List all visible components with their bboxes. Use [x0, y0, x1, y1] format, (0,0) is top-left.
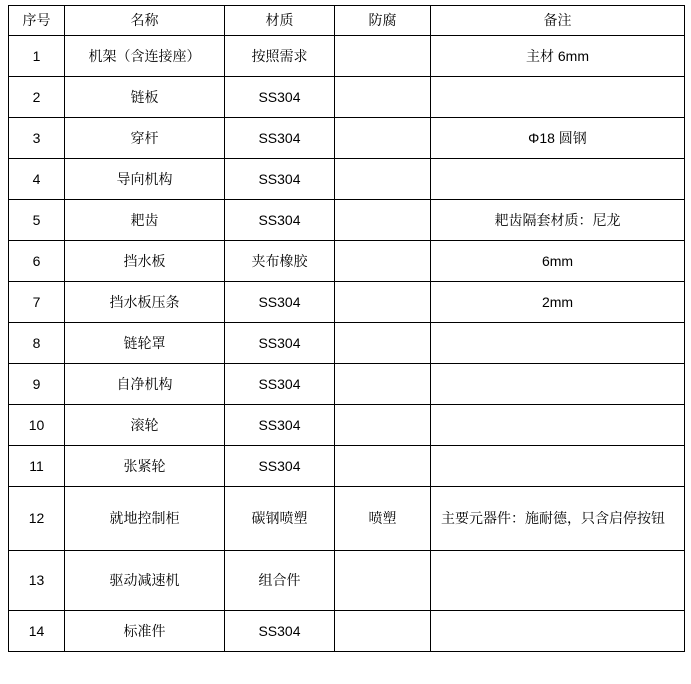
cell-remark [431, 405, 685, 446]
cell-material: SS304 [225, 77, 335, 118]
table-row [9, 551, 685, 611]
column-header-no: 序号 [9, 6, 65, 36]
cell-material: SS304 [225, 446, 335, 487]
component-spec-table [8, 5, 685, 652]
cell-name: 挡水板压条 [65, 282, 225, 323]
cell-remark: 耙齿隔套材质：尼龙 [431, 200, 685, 241]
cell-name: 导向机构 [65, 159, 225, 200]
cell-name: 滚轮 [65, 405, 225, 446]
cell-no: 6 [9, 241, 65, 282]
cell-material: SS304 [225, 118, 335, 159]
table-body [9, 36, 685, 652]
cell-material: 按照需求 [225, 36, 335, 77]
cell-material: SS304 [225, 159, 335, 200]
cell-anticorrosion [335, 323, 431, 364]
table-row [9, 487, 685, 551]
cell-remark [431, 323, 685, 364]
cell-material: SS304 [225, 200, 335, 241]
cell-no: 14 [9, 611, 65, 652]
cell-anticorrosion [335, 364, 431, 405]
cell-anticorrosion [335, 282, 431, 323]
table-row [9, 200, 685, 241]
cell-remark: 主要元器件：施耐德，只含启停按钮 [431, 487, 685, 551]
table-header [9, 6, 685, 36]
cell-no: 13 [9, 551, 65, 611]
cell-material: SS304 [225, 364, 335, 405]
cell-remark: Φ18 圆钢 [431, 118, 685, 159]
document-page [0, 5, 691, 684]
cell-anticorrosion [335, 551, 431, 611]
cell-name: 机架（含连接座） [65, 36, 225, 77]
table-row [9, 611, 685, 652]
cell-anticorrosion [335, 36, 431, 77]
column-header-material: 材质 [225, 6, 335, 36]
table-row [9, 118, 685, 159]
cell-no: 5 [9, 200, 65, 241]
table-row [9, 36, 685, 77]
table-row [9, 405, 685, 446]
cell-material: 夹布橡胶 [225, 241, 335, 282]
cell-name: 链轮罩 [65, 323, 225, 364]
cell-remark [431, 77, 685, 118]
cell-anticorrosion [335, 611, 431, 652]
cell-material: SS304 [225, 405, 335, 446]
cell-name: 自净机构 [65, 364, 225, 405]
cell-no: 4 [9, 159, 65, 200]
cell-no: 11 [9, 446, 65, 487]
table-row [9, 282, 685, 323]
cell-remark [431, 364, 685, 405]
cell-remark [431, 551, 685, 611]
cell-no: 1 [9, 36, 65, 77]
table-row [9, 323, 685, 364]
table-row [9, 241, 685, 282]
cell-remark [431, 611, 685, 652]
cell-no: 2 [9, 77, 65, 118]
cell-material: 组合件 [225, 551, 335, 611]
cell-name: 穿杆 [65, 118, 225, 159]
cell-anticorrosion [335, 241, 431, 282]
cell-anticorrosion [335, 118, 431, 159]
table-row [9, 364, 685, 405]
cell-name: 耙齿 [65, 200, 225, 241]
cell-material: SS304 [225, 323, 335, 364]
cell-remark [431, 446, 685, 487]
cell-anticorrosion [335, 77, 431, 118]
cell-no: 9 [9, 364, 65, 405]
column-header-anticorrosion: 防腐 [335, 6, 431, 36]
cell-no: 8 [9, 323, 65, 364]
cell-material: 碳钢喷塑 [225, 487, 335, 551]
cell-remark: 主材 6mm [431, 36, 685, 77]
cell-no: 10 [9, 405, 65, 446]
table-row [9, 446, 685, 487]
table-row [9, 159, 685, 200]
column-header-name: 名称 [65, 6, 225, 36]
cell-material: SS304 [225, 282, 335, 323]
cell-anticorrosion: 喷塑 [335, 487, 431, 551]
table-header-row [9, 6, 685, 36]
cell-anticorrosion [335, 200, 431, 241]
cell-no: 12 [9, 487, 65, 551]
cell-name: 挡水板 [65, 241, 225, 282]
cell-material: SS304 [225, 611, 335, 652]
column-header-remark: 备注 [431, 6, 685, 36]
cell-anticorrosion [335, 159, 431, 200]
cell-anticorrosion [335, 446, 431, 487]
cell-no: 7 [9, 282, 65, 323]
cell-name: 就地控制柜 [65, 487, 225, 551]
cell-name: 链板 [65, 77, 225, 118]
cell-remark [431, 159, 685, 200]
cell-name: 标准件 [65, 611, 225, 652]
cell-name: 驱动减速机 [65, 551, 225, 611]
cell-remark: 2mm [431, 282, 685, 323]
cell-anticorrosion [335, 405, 431, 446]
cell-name: 张紧轮 [65, 446, 225, 487]
cell-no: 3 [9, 118, 65, 159]
table-row [9, 77, 685, 118]
cell-remark: 6mm [431, 241, 685, 282]
